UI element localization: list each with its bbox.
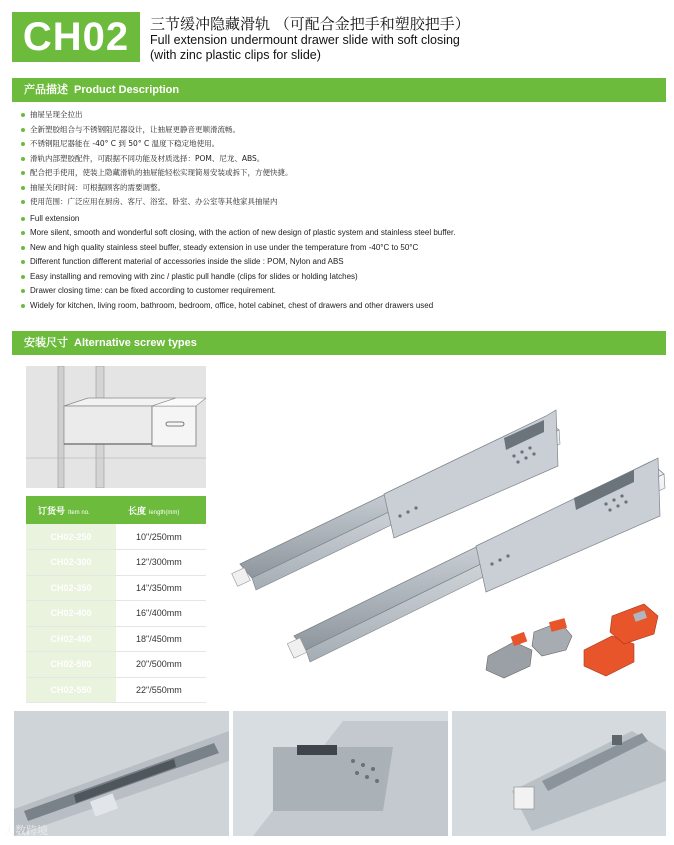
item-length: 16"/400mm: [116, 601, 206, 627]
drawer-diagram: [26, 366, 206, 488]
slides-illustration: [214, 366, 668, 700]
table-header-row: [26, 496, 206, 524]
list-item: More silent, smooth and wonderful soft closing, with the action of new design of plastic system and stainless steel buffer.: [20, 226, 660, 241]
item-code: CH02-550: [26, 677, 116, 703]
section-title-cn: 安装尺寸: [24, 337, 68, 349]
list-item: Full extension: [20, 212, 660, 227]
title-english-line1: Full extension undermount drawer slide with soft closing: [150, 33, 460, 47]
list-item: Different function different material of accessories inside the slide : POM, Nylon and ABS: [20, 255, 660, 270]
product-description-list: [20, 108, 660, 313]
list-item: 不锈钢阻尼器能在 -40° C 到 50° C 温度下稳定地使用。: [20, 137, 660, 152]
item-code: CH02-350: [26, 575, 116, 601]
list-item: Easy installing and removing with zinc / plastic pull handle (clips for slides or holding latches): [20, 270, 660, 285]
item-code: CH02-450: [26, 626, 116, 652]
list-item: Widely for kitchen, living room, bathroom, bedroom, office, hotel cabinet, chest of drawers and other drawers used: [20, 299, 660, 314]
item-code: CH02-250: [26, 524, 116, 550]
table-row: [26, 652, 206, 678]
table-row: [26, 601, 206, 627]
item-length: 10"/250mm: [116, 524, 206, 550]
page-header: [12, 12, 662, 68]
detail-photo-1: [14, 711, 229, 836]
list-item: 配合把手使用，使装上隐藏滑轨的抽屉能轻松实现简易安装或拆下，方便快捷。: [20, 166, 660, 181]
list-item: 全新塑胶组合与不锈钢阻尼器设计，让抽屉更静音更顺滑流畅。: [20, 123, 660, 138]
description-en-list: [20, 212, 660, 314]
col-length: [116, 496, 206, 524]
list-item: 使用范围：广泛应用在厨房、客厅、浴室、卧室、办公室等其他家具抽屉内: [20, 195, 660, 210]
col-length-en: length(mm): [149, 509, 180, 516]
product-description-bar: [12, 78, 666, 102]
list-item: 抽屉关闭时间：可根据顾客的需要调整。: [20, 181, 660, 196]
col-item-no-en: Item no.: [68, 509, 90, 516]
spec-table: [26, 496, 206, 703]
col-item-no-cn: 订货号: [38, 505, 66, 516]
item-code: CH02-300: [26, 550, 116, 576]
item-length: 22"/550mm: [116, 677, 206, 703]
table-row: [26, 677, 206, 703]
title-english: [150, 33, 490, 63]
section-title-en: Alternative screw types: [74, 337, 197, 349]
list-item: 抽屉呈现全拉出: [20, 108, 660, 123]
table-row: [26, 575, 206, 601]
detail-photo-1-drawing: [14, 711, 229, 836]
detail-photo-2: [233, 711, 448, 836]
product-photo: [214, 366, 668, 700]
description-cn-list: [20, 108, 660, 210]
clip-group-left: [486, 618, 572, 678]
item-length: 20"/500mm: [116, 652, 206, 678]
item-code: CH02-400: [26, 601, 116, 627]
detail-photo-2-drawing: [233, 711, 448, 836]
list-item: 滑轨内部塑胶配件，可跟据不同功能及材质选择：POM、尼龙、ABS。: [20, 152, 660, 167]
table-row: [26, 626, 206, 652]
drawer-diagram-drawing: [26, 366, 206, 488]
section-title-en: Product Description: [74, 84, 180, 96]
list-item: New and high quality stainless steel buffer, steady extension in use under the temperature from -40°C to 50°C: [20, 241, 660, 256]
clip-group-right: [584, 604, 658, 676]
section-title-cn: 产品描述: [24, 84, 68, 96]
table-row: [26, 550, 206, 576]
list-item: Drawer closing time: can be fixed according to customer requirement.: [20, 284, 660, 299]
col-length-cn: 长度: [128, 505, 147, 516]
install-size-bar: [12, 331, 666, 355]
item-length: 12"/300mm: [116, 550, 206, 576]
table-row: [26, 524, 206, 550]
item-length: 18"/450mm: [116, 626, 206, 652]
model-badge: CH02: [12, 12, 140, 62]
title-chinese: 三节缓冲隐藏滑轨 （可配合金把手和塑胶把手）: [150, 15, 470, 33]
detail-photo-3: [452, 711, 666, 836]
item-code: CH02-500: [26, 652, 116, 678]
detail-photo-3-drawing: [452, 711, 666, 836]
watermark: 大数跨境: [4, 824, 48, 837]
col-item-no: [26, 496, 116, 524]
item-length: 14"/350mm: [116, 575, 206, 601]
title-english-line2: (with zinc plastic clips for slide): [150, 48, 321, 62]
